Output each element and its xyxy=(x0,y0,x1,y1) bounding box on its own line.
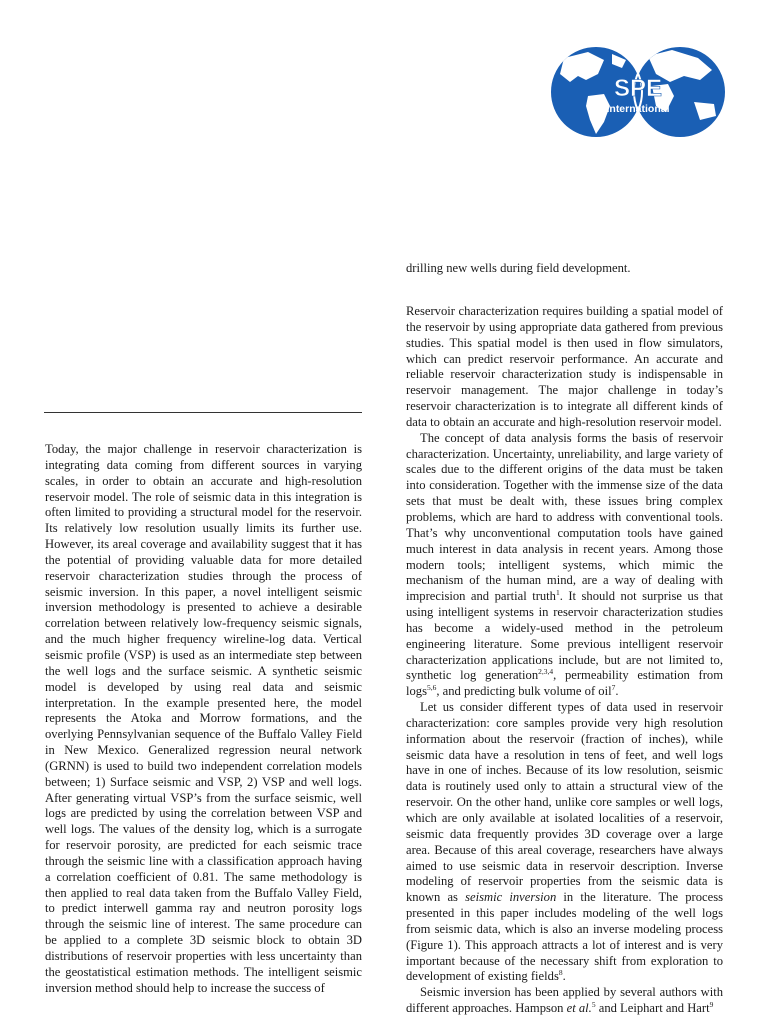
intro-paragraph-3 xyxy=(406,700,723,985)
intro-paragraph-1: Reservoir characterization requires building a spatial model of the reservoir by using appropriate data gathered from previous studies. This spatial model is then used in flow simulators, which can predict reservoir performance. An accurate and reliable reservoir characterization study is indispensable in reservoir management. The major challenge in today’s reservoir characterization is to integrate all different kinds of data to obtain an accurate and high-resolution reservoir model. xyxy=(406,304,723,429)
globe-icon xyxy=(548,40,728,144)
citation-ref: 1 xyxy=(555,588,560,597)
text-run: , permeability estimation from logs xyxy=(406,668,723,699)
logo-text-main: SPE xyxy=(613,75,663,102)
text-run: Let us consider different types of data used in reservoir characterization: core samples provide very high resolution information about the reservoir (fraction of inches), while seismic data have a resolution in tens of feet, and well logs have in one of inches. Because of its low resolution, seismic data is routinely used only to attain a structural view of the reservoir. On the other hand, unlike core samples or well logs, which are only available at isolated localities of a reservoir, seismic data frequently provides 3D coverage over a large area. Because of this areal coverage, researchers have always aimed to use seismic data in reservoir description. Inverse modeling of reservoir properties from the seismic data is known as xyxy=(406,700,723,905)
text-run: The concept of data analysis forms the basis of reservoir characterization. Uncertainty, unreliability, and large variety of scales due to the different origins of the data must be taken into consideration. Together with the immense size of the data sets that must be dealt with, these issues bring complex problems, which are hard to address with conventional tools. That’s why unconventional computation tools have gained much interest in data analysis in recent years. Among those modern tools; intelligent systems, which mimic the mechanism of the human mind, are a way of dealing with imprecision and partial truth xyxy=(406,430,723,604)
continued-text-line: drilling new wells during field development. xyxy=(406,261,631,275)
abstract-column xyxy=(45,442,362,997)
abstract-paragraph: Today, the major challenge in reservoir characterization is integrating data coming from different sources in varying scales, in order to obtain an accurate and high-resolution reservoir model. The role of seismic data in this integration is often limited to providing a structural model for the reservoir. Its relatively low resolution usually limits its further use. However, its areal coverage and availability suggest that it has the potential of providing valuable data for more detailed reservoir characterization studies through the process of seismic inversion. In this paper, a novel intelligent seismic inversion methodology is presented to achieve a desirable correlation between relatively low-frequency seismic signals, and the much higher frequency wireline-log data. Vertical seismic profile (VSP) is used as an intermediate step between the well logs and the surface seismic. A synthetic seismic model is developed by using real data and seismic interpretation. In the example presented here, the model represents the Atoka and Morrow formations, and the overlying Pennsylvanian sequence of the Buffalo Valley Field in New Mexico. Generalized regression neural network (GRNN) is used to build two independent correlation models between; 1) Surface seismic and VSP, 2) VSP and well logs. After generating virtual VSP’s from the surface seismic, well logs are predicted by using the correlation between VSP and well logs. The values of the density log, which is a surrogate for reservoir porosity, are predicted for each seismic trace through the seismic line with a classification approach having a correlation coefficient of 0.81. The same methodology is then applied to real data taken from the Buffalo Valley Field, to predict interwell gamma ray and neutron porosity logs through the seismic line of interest. The same procedure can be applied to a complete 3D seismic block to obtain 3D distributions of reservoir properties with less uncertainty than the geostatistical estimation methods. The intelligent seismic inversion method should help to increase the success of xyxy=(45,442,362,995)
spe-international-logo xyxy=(548,40,728,144)
section-divider xyxy=(44,412,362,413)
citation-ref: 5 xyxy=(591,999,596,1009)
italic-term: et al. xyxy=(566,1001,592,1016)
text-run: Seismic inversion has been applied by several authors with different approaches. Hampson xyxy=(406,985,723,1016)
intro-paragraph-2 xyxy=(406,431,723,700)
intro-paragraph-4 xyxy=(406,985,723,1017)
citation-ref: 9 xyxy=(709,999,714,1009)
citation-ref: 7 xyxy=(611,683,616,693)
citation-ref: 2,3,4 xyxy=(538,667,554,677)
text-run: , and predicting bulk volume of oil xyxy=(436,684,612,699)
italic-term: seismic inversion xyxy=(465,890,557,905)
logo-text-sub: International xyxy=(606,103,670,115)
introduction-column xyxy=(406,304,723,1017)
text-run: . xyxy=(562,969,566,984)
text-run: . It should not surprise us that using intelligent systems in reservoir characterization studies has become a widely-used method in the petroleum engineering literature. Some previous intelligent reservoir characterization applications include, but are not limited to, synthetic log generation xyxy=(406,589,723,683)
citation-ref: 8 xyxy=(558,968,563,978)
text-run: and Leiphart and Hart xyxy=(595,1001,710,1016)
text-run: . xyxy=(615,684,619,699)
text-run: in the literature. The process presented in this paper includes modeling of the well logs from seismic data, which is also an inverse modeling process (Figure 1). This approach attracts a lot of interest and is very important because of the necessary shift from exploration to development of existing fields xyxy=(406,890,723,984)
citation-ref: 5,6 xyxy=(427,683,437,693)
